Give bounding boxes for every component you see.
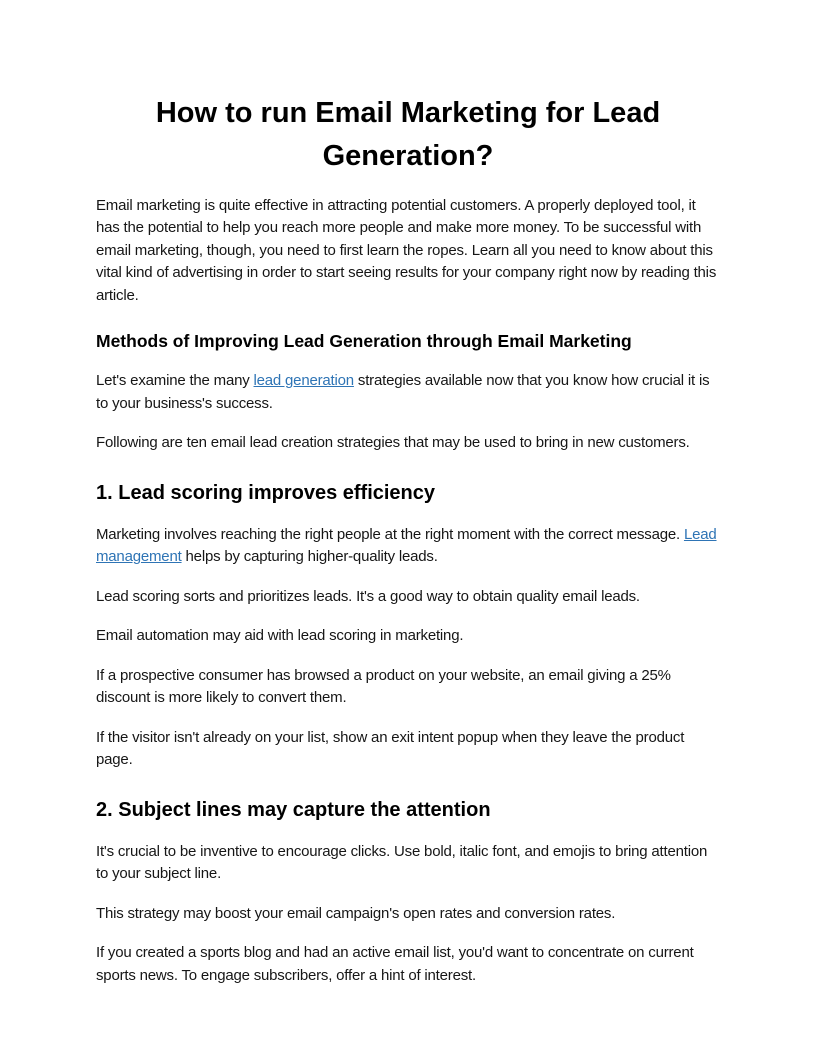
lead-management-link[interactable]: Lead management	[96, 525, 717, 566]
lead-generation-link[interactable]: lead generation	[253, 372, 354, 390]
section-1-paragraph-1	[96, 524, 720, 569]
section-1-paragraph-4: If a prospective consumer has browsed a product on your website, an email giving a 25% discount is more likely to convert them.	[96, 666, 671, 707]
text-segment: strategies available now that you know how crucial it is to your business's success.	[96, 372, 710, 412]
methods-section-heading: Methods of Improving Lead Generation through Email Marketing	[96, 331, 632, 352]
text-segment: Marketing involves reaching the right people at the right moment with the correct message.	[96, 525, 684, 543]
methods-paragraph-2: Following are ten email lead creation strategies that may be used to bring in new customers.	[96, 434, 690, 452]
section-2-paragraph-1: It's crucial to be inventive to encourage clicks. Use bold, italic font, and emojis to bring attention to your subject line.	[96, 842, 708, 883]
section-2-paragraph-2: This strategy may boost your email campaign's open rates and conversion rates.	[96, 904, 616, 922]
methods-paragraph-1	[96, 370, 720, 415]
document-title: How to run Email Marketing for Lead Generation?	[155, 97, 661, 172]
section-2-paragraph-3: If you created a sports blog and had an active email list, you'd want to concentrate on current sports news. To engage subscribers, offer a hint of interest.	[96, 944, 694, 984]
section-1-paragraph-2: Lead scoring sorts and prioritizes leads. It's a good way to obtain quality email leads.	[96, 587, 640, 605]
section-1-paragraph-3: Email automation may aid with lead scoring in marketing.	[96, 627, 464, 645]
section-1-paragraph-5: If the visitor isn't already on your list, show an exit intent popup when they leave the product page.	[96, 728, 685, 769]
intro-paragraph: Email marketing is quite effective in attracting potential customers. A properly deployed tool, it has the potential to help you reach more people and make more money. To be successful with email marketing, though, you need to first learn the ropes. Learn all you need to know about this vital kind of advertising in order to start seeing results for your company right now by reading this article.	[96, 196, 717, 304]
section-2-heading: 2. Subject lines may capture the attention	[96, 798, 491, 821]
text-segment: helps by capturing higher-quality leads.	[181, 548, 438, 566]
text-segment: Let's examine the many	[96, 372, 254, 390]
section-1-heading: 1. Lead scoring improves efficiency	[96, 481, 436, 504]
